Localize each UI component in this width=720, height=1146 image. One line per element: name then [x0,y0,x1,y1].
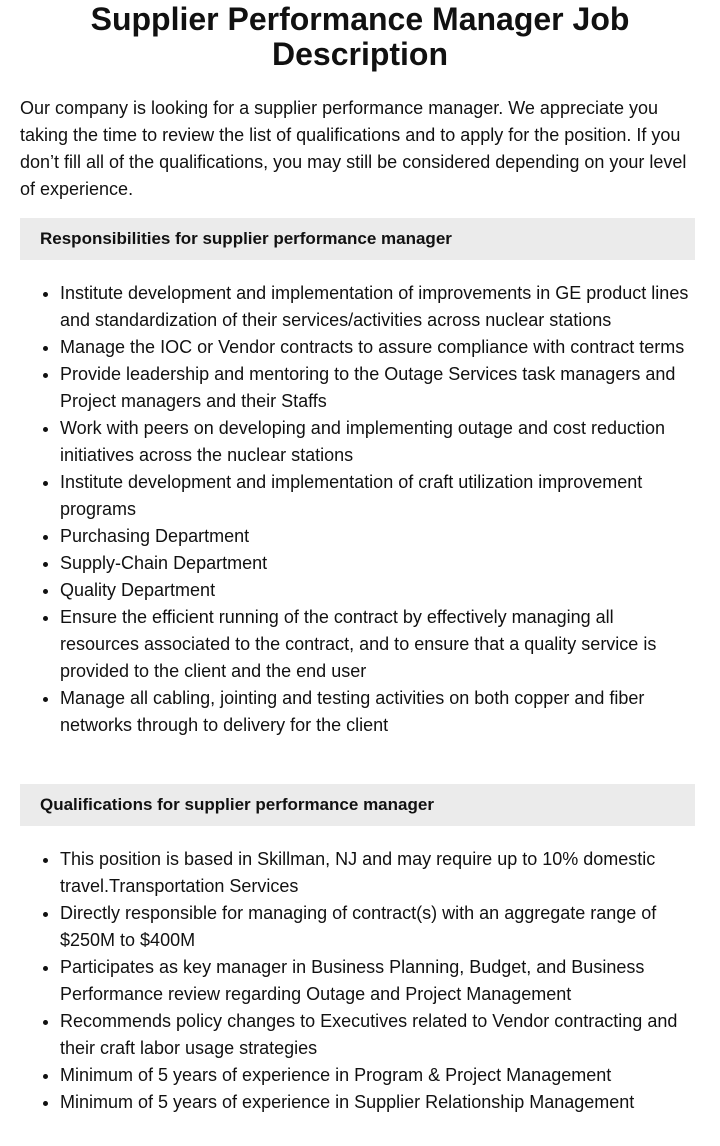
list-item: • Institute development and implementation of craft utilization improvement programs [60,469,690,523]
responsibilities-heading: Responsibilities for supplier performance manager [20,218,695,260]
list-item: • Manage the IOC or Vendor contracts to assure compliance with contract terms [60,334,690,361]
list-item: • Manage all cabling, jointing and testing activities on both copper and fiber networks through to delivery for the client [60,685,690,739]
responsibilities-list [0,280,690,739]
qualifications-heading: Qualifications for supplier performance manager [20,784,695,826]
list-item: • Participates as key manager in Business Planning, Budget, and Business Performance review regarding Outage and Project Management [60,954,690,1008]
list-item: • Quality Department [60,577,690,604]
list-item: • Directly responsible for managing of contract(s) with an aggregate range of $250M to $400M [60,900,690,954]
list-item: • Work with peers on developing and implementing outage and cost reduction initiatives across the nuclear stations [60,415,690,469]
list-item: • Provide leadership and mentoring to the Outage Services task managers and Project managers and their Staffs [60,361,690,415]
intro-paragraph: Our company is looking for a supplier performance manager. We appreciate you taking the time to review the list of qualifications and to apply for the position. If you don’t fill all of the qualifications, you may still be considered depending on your level of experience. [20,98,687,199]
list-item: • This position is based in Skillman, NJ and may require up to 10% domestic travel.Transportation Services [60,846,690,900]
page-title: Supplier Performance Manager Job Description [90,1,630,72]
list-item: • Ensure the efficient running of the contract by effectively managing all resources associated to the contract, and to ensure that a quality service is provided to the client and the end user [60,604,690,685]
qualifications-list [0,846,690,1116]
list-item: • Institute development and implementation of improvements in GE product lines and standardization of their services/activities across nuclear stations [60,280,690,334]
list-item: • Minimum of 5 years of experience in Program & Project Management [60,1062,690,1089]
list-item: • Minimum of 5 years of experience in Supplier Relationship Management [60,1089,690,1116]
list-item: • Recommends policy changes to Executives related to Vendor contracting and their craft labor usage strategies [60,1008,690,1062]
list-item: • Purchasing Department [60,523,690,550]
list-item: • Supply-Chain Department [60,550,690,577]
